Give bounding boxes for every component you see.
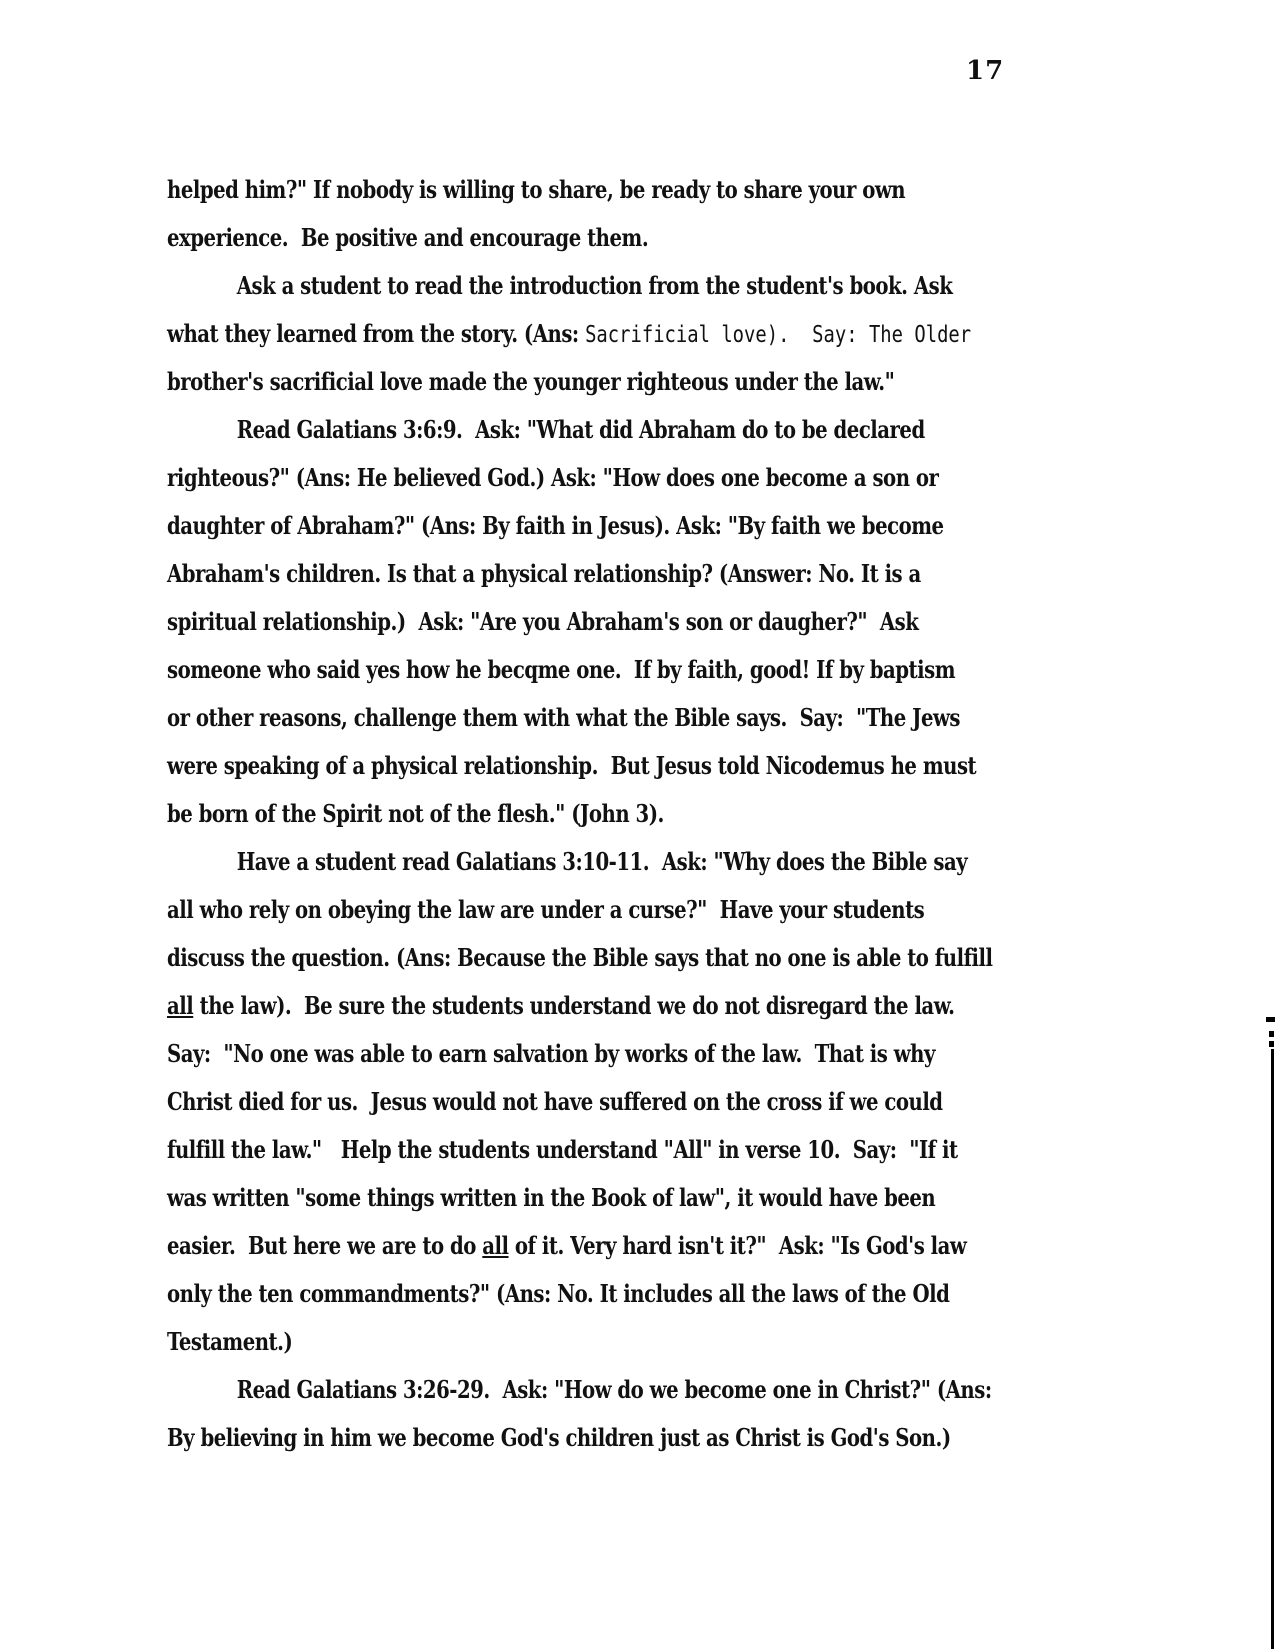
text-segment: Have a student read Galatians 3:10-11. Ask: "Why does the Bible say bbox=[236, 847, 968, 876]
text-segment: easier. But here we are to do bbox=[167, 1231, 483, 1260]
text-line bbox=[167, 1414, 1036, 1462]
text-segment: or other reasons, challenge them with what the Bible says. Say: "The Jews bbox=[167, 703, 961, 732]
text-line bbox=[167, 358, 1036, 406]
text-segment: discuss the question. (Ans: Because the Bible says that no one is able to fulfill bbox=[167, 943, 993, 972]
text-segment: Testament.) bbox=[167, 1327, 293, 1356]
text-segment: By believing in him we become God's children just as Christ is God's Son.) bbox=[167, 1423, 951, 1452]
text-segment: experience. Be positive and encourage them. bbox=[167, 223, 649, 252]
text-segment: of it. Very hard isn't it?" Ask: "Is God's law bbox=[508, 1231, 967, 1260]
text-segment: was written "some things written in the Book of law", it would have been bbox=[167, 1183, 936, 1212]
text-line bbox=[167, 838, 1036, 886]
text-line bbox=[167, 742, 1036, 790]
text-line bbox=[167, 1270, 1036, 1318]
text-segment: daughter of Abraham?" (Ans: By faith in Jesus). Ask: "By faith we become bbox=[167, 511, 944, 540]
text-segment: Sacrificial love). Say: The Older bbox=[585, 322, 972, 348]
text-segment: Read Galatians 3:6:9. Ask: "What did Abraham do to be declared bbox=[236, 415, 925, 444]
text-line bbox=[167, 1222, 1036, 1270]
scan-artifact-edge-line bbox=[1271, 1049, 1274, 1649]
text-line bbox=[167, 982, 1036, 1030]
page-number: 17 bbox=[966, 56, 1005, 86]
text-segment: Ask a student to read the introduction from the student's book. Ask bbox=[236, 271, 953, 300]
text-line bbox=[167, 214, 1036, 262]
scan-artifact-dash bbox=[1266, 1017, 1275, 1022]
text-segment: all who rely on obeying the law are under a curse?" Have your students bbox=[167, 895, 925, 924]
text-line bbox=[167, 502, 1036, 550]
text-segment: someone who said yes how he becqme one. If by faith, good! If by baptism bbox=[167, 655, 956, 684]
text-segment: fulfill the law." Help the students understand "All" in verse 10. Say: "If it bbox=[167, 1135, 958, 1164]
text-segment: Abraham's children. Is that a physical relationship? (Answer: No. It is a bbox=[167, 559, 921, 588]
text-line bbox=[167, 598, 1036, 646]
text-line bbox=[167, 454, 1036, 502]
text-segment: the law). Be sure the students understand we do not disregard the law. bbox=[193, 991, 955, 1020]
text-segment: all bbox=[167, 991, 194, 1020]
text-line bbox=[167, 790, 1036, 838]
text-line bbox=[167, 886, 1036, 934]
text-segment: Say: "No one was able to earn salvation by works of the law. That is why bbox=[167, 1039, 935, 1068]
text-segment: be born of the Spirit not of the flesh." (John 3). bbox=[167, 799, 664, 828]
text-line bbox=[167, 550, 1036, 598]
text-line bbox=[167, 1366, 1036, 1414]
text-line bbox=[167, 262, 1036, 310]
text-line bbox=[167, 310, 1036, 358]
text-segment: only the ten commandments?" (Ans: No. It includes all the laws of the Old bbox=[167, 1279, 950, 1308]
text-line bbox=[167, 1126, 1036, 1174]
text-line bbox=[167, 1078, 1036, 1126]
scan-artifact-dash bbox=[1269, 1031, 1274, 1037]
text-line bbox=[167, 694, 1036, 742]
text-line bbox=[167, 1174, 1036, 1222]
text-line bbox=[167, 166, 1036, 214]
text-segment: Read Galatians 3:26-29. Ask: "How do we become one in Christ?" (Ans: bbox=[236, 1375, 992, 1404]
text-segment: all bbox=[482, 1231, 509, 1260]
text-line bbox=[167, 646, 1036, 694]
text-line bbox=[167, 406, 1036, 454]
text-segment: were speaking of a physical relationship. But Jesus told Nicodemus he must bbox=[167, 751, 977, 780]
text-segment: what they learned from the story. (Ans: bbox=[167, 319, 586, 348]
text-segment: righteous?" (Ans: He believed God.) Ask: "How does one become a son or bbox=[167, 463, 939, 492]
text-line bbox=[167, 1318, 1036, 1366]
text-line bbox=[167, 1030, 1036, 1078]
text-segment: brother's sacrificial love made the younger righteous under the law." bbox=[167, 367, 895, 396]
text-segment: spiritual relationship.) Ask: "Are you Abraham's son or daugher?" Ask bbox=[167, 607, 919, 636]
body-text bbox=[167, 166, 1036, 1462]
text-line bbox=[167, 934, 1036, 982]
scan-artifact-dash bbox=[1269, 1041, 1274, 1047]
text-segment: helped him?" If nobody is willing to share, be ready to share your own bbox=[167, 175, 906, 204]
text-segment: Christ died for us. Jesus would not have suffered on the cross if we could bbox=[167, 1087, 943, 1116]
